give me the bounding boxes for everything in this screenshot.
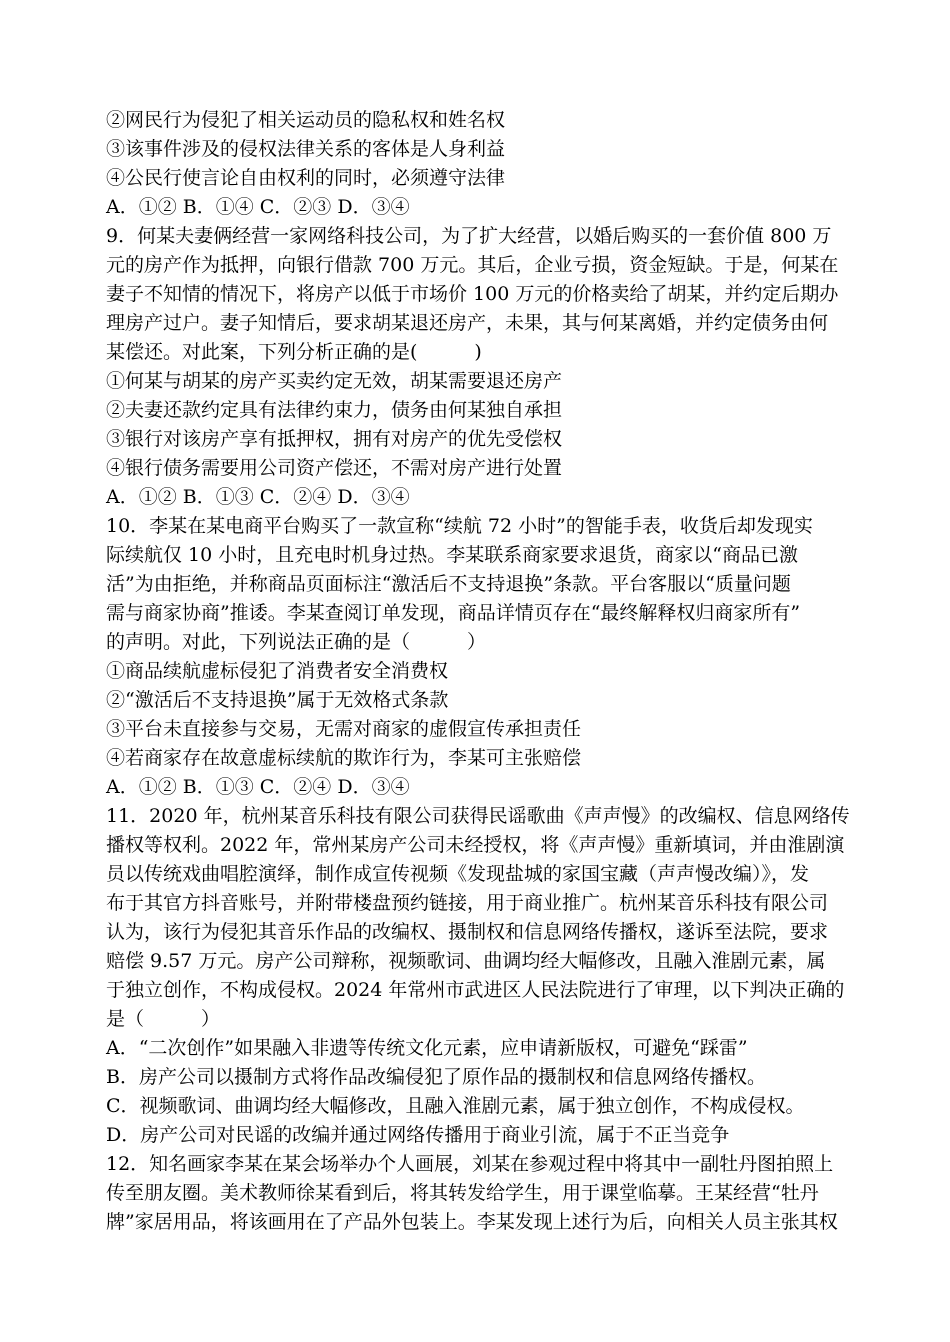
q9-stem-line: 元的房产作为抵押，向银行借款 700 万元。其后，企业亏损，资金短缺。于是，何某在 xyxy=(106,254,839,276)
q9-option-4: ④银行债务需要用公司资产偿还，不需对房产进行处置 xyxy=(106,457,563,479)
q12-stem-line: 12．知名画家李某在某会场举办个人画展，刘某在参观过程中将其中一副牡丹图拍照上 xyxy=(106,1153,834,1175)
q9-option-3: ③银行对该房产享有抵押权，拥有对房产的优先受偿权 xyxy=(106,428,563,450)
exam-content xyxy=(106,106,850,1237)
q11-option-c: C．视频歌词、曲调均经大幅修改，且融入淮剧元素，属于独立创作，不构成侵权。 xyxy=(106,1095,805,1117)
question-12 xyxy=(106,1150,846,1237)
q9-stem-line: 妻子不知情的情况下，将房产以低于市场价 100 万元的价格卖给了胡某，并约定后期办 xyxy=(106,283,839,305)
q11-option-a: A．“二次创作”如果融入非遗等传统文化元素，应申请新版权，可避免“踩雷” xyxy=(106,1037,748,1059)
q10-option-3: ③平台未直接参与交易，无需对商家的虚假宣传承担责任 xyxy=(106,718,582,740)
q9-option-2: ②夫妻还款约定具有法律约束力，债务由何某独自承担 xyxy=(106,399,563,421)
q8-option-3: ③该事件涉及的侵权法律关系的客体是人身利益 xyxy=(106,138,506,160)
q11-stem-line: 赔偿 9.57 万元。房产公司辩称，视频歌词、曲调均经大幅修改，且融入淮剧元素，属 xyxy=(106,950,826,972)
q10-stem-line: 10．李某在某电商平台购买了一款宣称“续航 72 小时”的智能手表，收货后却发现实 xyxy=(106,515,813,537)
question-8-tail xyxy=(106,106,846,222)
q9-stem-line: 某偿还。对此案，下列分析正确的是( ) xyxy=(106,341,482,363)
q9-stem-line: 9．何某夫妻俩经营一家网络科技公司，为了扩大经营，以婚后购买的一套价值 800 万 xyxy=(106,225,832,247)
q10-option-4: ④若商家存在故意虚标续航的欺诈行为，李某可主张赔偿 xyxy=(106,747,582,769)
q11-stem-line: 11．2020 年，杭州某音乐科技有限公司获得民谣歌曲《声声慢》的改编权、信息网络传 xyxy=(106,805,850,827)
question-10 xyxy=(106,512,846,802)
question-11 xyxy=(106,802,850,1150)
q11-stem-line: 员以传统戏曲唱腔演绎，制作成宣传视频《发现盐城的家国宝藏（声声慢改编）》，发 xyxy=(106,863,810,885)
q11-option-d: D．房产公司对民谣的改编并通过网络传播用于商业引流，属于不正当竞争 xyxy=(106,1124,730,1146)
q10-stem-line: 际续航仅 10 小时，且充电时机身过热。李某联系商家要求退货，商家以“商品已激 xyxy=(106,544,798,566)
q11-stem-line: 是（ ） xyxy=(106,1008,221,1030)
q9-stem-line: 理房产过户。妻子知情后，要求胡某退还房产，未果，其与何某离婚，并约定债务由何 xyxy=(106,312,829,334)
q10-option-1: ①商品续航虚标侵犯了消费者安全消费权 xyxy=(106,660,449,682)
q11-stem-line: 认为，该行为侵犯其音乐作品的改编权、摄制权和信息网络传播权，遂诉至法院，要求 xyxy=(106,921,829,943)
q10-stem-line: 需与商家协商”推诿。李某查阅订单发现，商品详情页存在“最终解释权归商家所有” xyxy=(106,602,801,624)
q10-stem-line: 的声明。对此，下列说法正确的是（ ） xyxy=(106,631,487,653)
q8-answer-choices: A．①② B．①④ C．②③ D．③④ xyxy=(106,196,410,218)
q11-stem-line: 布于其官方抖音账号，并附带楼盘预约链接，用于商业推广。杭州某音乐科技有限公司 xyxy=(106,892,829,914)
question-9 xyxy=(106,222,846,512)
q11-option-b: B．房产公司以摄制方式将作品改编侵犯了原作品的摄制权和信息网络传播权。 xyxy=(106,1066,766,1088)
q9-answer-choices: A．①② B．①③ C．②④ D．③④ xyxy=(106,486,410,508)
q10-answer-choices: A．①② B．①③ C．②④ D．③④ xyxy=(106,776,410,798)
q8-option-4: ④公民行使言论自由权利的同时，必须遵守法律 xyxy=(106,167,506,189)
q8-option-2: ②网民行为侵犯了相关运动员的隐私权和姓名权 xyxy=(106,109,506,131)
q12-stem-line: 牌”家居用品，将该画用在了产品外包装上。李某发现上述行为后，向相关人员主张其权 xyxy=(106,1211,838,1233)
q11-stem-line: 播权等权利。2022 年，常州某房产公司未经授权，将《声声慢》重新填词，并由淮剧演 xyxy=(106,834,845,856)
q11-stem-line: 于独立创作，不构成侵权。2024 年常州市武进区人民法院进行了审理，以下判决正确的 xyxy=(106,979,845,1001)
q9-option-1: ①何某与胡某的房产买卖约定无效，胡某需要退还房产 xyxy=(106,370,563,392)
q10-stem-line: 活”为由拒绝，并称商品页面标注“激活后不支持退换”条款。平台客服以“质量问题 xyxy=(106,573,791,595)
q10-option-2: ②“激活后不支持退换”属于无效格式条款 xyxy=(106,689,449,711)
q12-stem-line: 传至朋友圈。美术教师徐某看到后，将其转发给学生，用于课堂临摹。王某经营“牡丹 xyxy=(106,1182,819,1204)
